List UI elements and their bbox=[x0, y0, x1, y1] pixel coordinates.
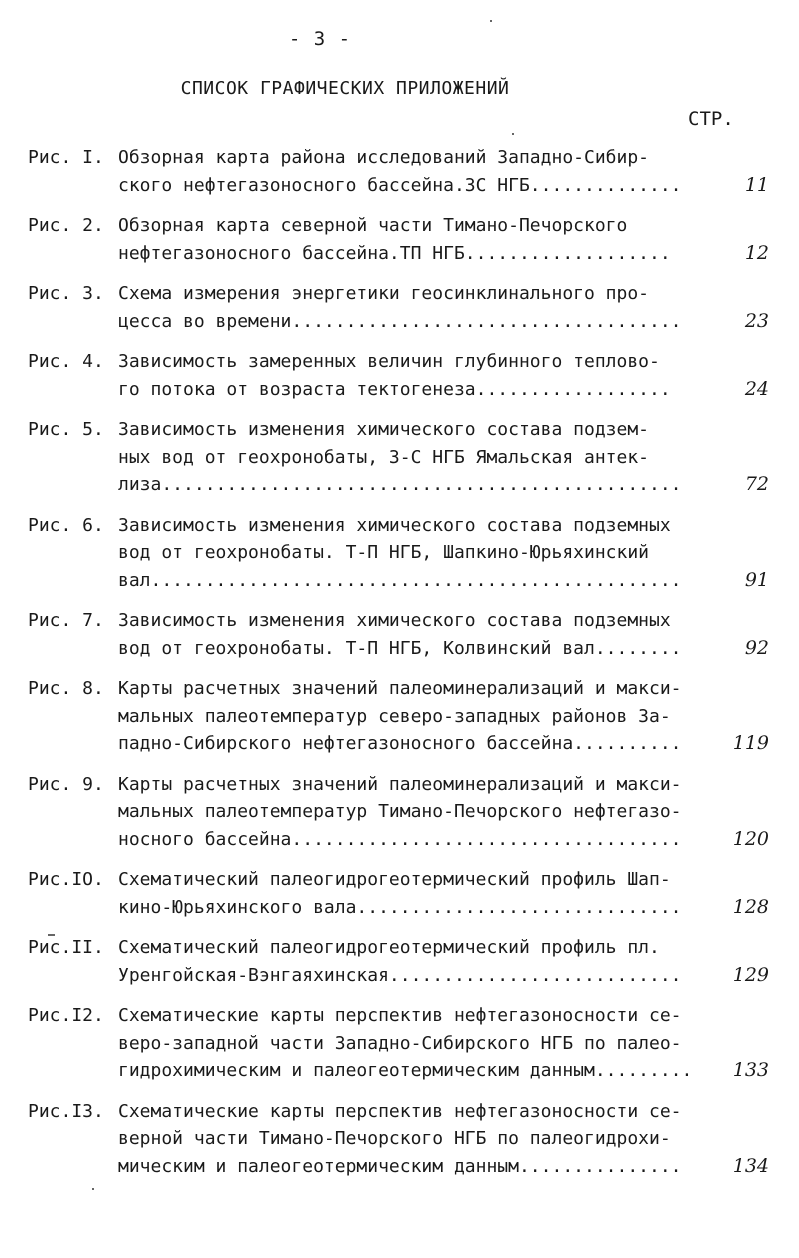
entry-text-line: вод от геохронобаты. Т-П НГБ, Колвинский вал........ bbox=[118, 637, 682, 659]
entry-text-line: го потока от возраста тектогенеза.................. bbox=[118, 378, 671, 400]
entry-text-line: вод от геохронобаты. Т-П НГБ, Шапкино-Юрьяхинский bbox=[118, 542, 650, 563]
page-reference: 92 bbox=[744, 636, 769, 659]
page-reference: 24 bbox=[744, 377, 769, 400]
entry-text-line: кино-Юрьяхинского вала.............................. bbox=[118, 896, 682, 918]
entry-text-line: Схематический палеогидрогеотермический профиль пл. bbox=[118, 937, 660, 958]
page-reference: 133 bbox=[732, 1059, 769, 1081]
entry-text-line: Схематический палеогидрогеотермический профиль Шап- bbox=[118, 869, 671, 890]
entry-text-line: Схематические карты перспектив нефтегазоносности се- bbox=[118, 1100, 682, 1122]
entry-text-line: мальных палеотемператур северо-западных районов За- bbox=[118, 705, 671, 727]
list-item bbox=[0, 1002, 799, 1085]
page-reference: 128 bbox=[732, 895, 769, 918]
entry-text-line: верной части Тимано-Печорского НГБ по палеогидрохи- bbox=[118, 1128, 671, 1149]
figure-label: Рис.I2. bbox=[28, 1005, 104, 1026]
figure-label: Рис. 4. bbox=[28, 351, 104, 372]
page-reference: 119 bbox=[732, 732, 769, 754]
page-column-header: СТР. bbox=[688, 108, 734, 130]
page-reference: 120 bbox=[732, 827, 769, 850]
entry-text-line: Карты расчетных значений палеоминерализаций и макси- bbox=[118, 773, 682, 795]
figure-label: Рис. 7. bbox=[28, 610, 104, 631]
figure-list bbox=[0, 144, 799, 1193]
list-title: СПИСОК ГРАФИЧЕСКИХ ПРИЛОЖЕНИЙ bbox=[180, 78, 510, 99]
entry-text-line: Зависимость изменения химического состава подзем- bbox=[118, 419, 650, 440]
entry-text-line: мальных палеотемператур Тимано-Печорского нефтегазо- bbox=[118, 801, 682, 822]
entry-text-line: цесса во времени.................................... bbox=[118, 310, 682, 332]
page-number: - 3 - bbox=[288, 28, 352, 50]
list-item bbox=[0, 771, 799, 854]
figure-label: Рис. 2. bbox=[28, 215, 104, 236]
page-reference: 12 bbox=[744, 241, 769, 264]
page-reference: 91 bbox=[744, 568, 769, 591]
list-item bbox=[0, 934, 799, 989]
list-item bbox=[0, 280, 799, 335]
entry-text-line: ского нефтегазоносного бассейна.ЗС НГБ.............. bbox=[118, 174, 682, 196]
list-item bbox=[0, 348, 799, 403]
entry-text-line: ных вод от геохронобаты, З-С НГБ Ямальская антек- bbox=[118, 446, 650, 468]
figure-label: Рис. 3. bbox=[28, 283, 104, 304]
entry-text-line: вал................................................. bbox=[118, 569, 682, 591]
figure-label: Рис. 6. bbox=[28, 514, 104, 536]
entry-text-line: мическим и палеогеотермическим данным............... bbox=[118, 1155, 682, 1177]
entry-text-line: Зависимость замеренных величин глубинного теплово- bbox=[118, 351, 660, 372]
list-item bbox=[0, 512, 799, 595]
figure-label: Рис. I. bbox=[28, 147, 104, 168]
scan-speck bbox=[92, 1188, 94, 1190]
page-reference: 11 bbox=[744, 173, 769, 196]
entry-text-line: Обзорная карта северной части Тимано-Печорского bbox=[118, 215, 628, 236]
scan-speck bbox=[48, 934, 55, 936]
list-item bbox=[0, 212, 799, 267]
page-reference: 129 bbox=[732, 963, 769, 986]
entry-text-line: Обзорная карта района исследований Западно-Сибир- bbox=[118, 147, 650, 168]
entry-text-line: Карты расчетных значений палеоминерализаций и макси- bbox=[118, 678, 682, 699]
list-item bbox=[0, 416, 799, 499]
entry-text-line: Уренгойская-Вэнгаяхинская........................... bbox=[118, 964, 682, 986]
figure-label: Рис.IO. bbox=[28, 869, 104, 890]
list-item bbox=[0, 144, 799, 199]
page-reference: 23 bbox=[744, 309, 769, 332]
entry-text-line: носного бассейна.................................... bbox=[118, 828, 682, 850]
page-reference: 134 bbox=[732, 1154, 769, 1177]
list-item bbox=[0, 675, 799, 758]
list-item bbox=[0, 607, 799, 662]
entry-text-line: Схема измерения энергетики геосинклинального про- bbox=[118, 283, 650, 304]
entry-text-line: Схематические карты перспектив нефтегазоносности се- bbox=[118, 1005, 682, 1026]
list-item bbox=[0, 1098, 799, 1181]
figure-label: Рис.I3. bbox=[28, 1100, 104, 1122]
figure-label: Рис. 5. bbox=[28, 419, 104, 440]
entry-text-line: падно-Сибирского нефтегазоносного бассейна.......... bbox=[118, 733, 682, 754]
scan-speck bbox=[512, 133, 514, 135]
entry-text-line: лиза................................................ bbox=[118, 474, 682, 495]
figure-label: Рис. 9. bbox=[28, 773, 104, 795]
entry-text-line: Зависимость изменения химического состава подземных bbox=[118, 610, 671, 631]
entry-text-line: веро-западной части Западно-Сибирского НГБ по палео- bbox=[118, 1032, 682, 1054]
figure-label: Рис.II. bbox=[28, 937, 104, 958]
page-reference: 72 bbox=[744, 473, 769, 495]
list-item bbox=[0, 866, 799, 921]
scan-speck bbox=[490, 20, 492, 22]
entry-text-line: гидрохимическим и палеогеотермическим данным......... bbox=[118, 1060, 693, 1081]
figure-label: Рис. 8. bbox=[28, 678, 104, 699]
entry-text-line: Зависимость изменения химического состава подземных bbox=[118, 514, 671, 536]
entry-text-line: нефтегазоносного бассейна.ТП НГБ................... bbox=[118, 242, 671, 264]
